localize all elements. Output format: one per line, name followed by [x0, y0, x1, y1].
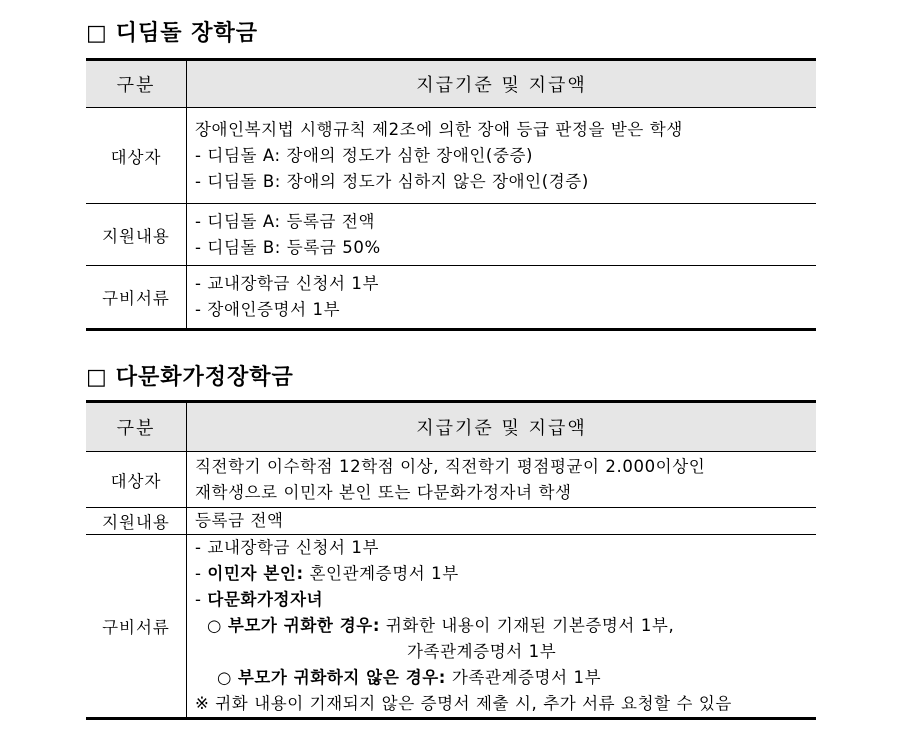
table-row: [86, 452, 816, 508]
row-label: 구비서류: [86, 535, 187, 719]
content-line: 등록금 전액: [195, 511, 284, 530]
content-line: - 디딤돌 A: 등록금 전액: [195, 211, 376, 231]
row-content: [187, 508, 817, 535]
scholarship-table: [86, 58, 816, 331]
content-line: - 장애인증명서 1부: [195, 300, 341, 319]
content-line: - 교내장학금 신청서 1부: [195, 274, 380, 293]
table-row: [86, 535, 816, 719]
row-label: 대상자: [86, 452, 187, 508]
content-line: - 디딤돌 B: 장애의 정도가 심하지 않은 장애인(경증): [195, 171, 589, 191]
content-line: ○ 부모가 귀화한 경우: 귀화한 내용이 기재된 기본증명서 1부,: [207, 616, 675, 635]
table-row: [86, 108, 816, 204]
checkbox-square-icon: □: [86, 365, 108, 390]
table-row: [86, 204, 816, 266]
table-row: [86, 266, 816, 330]
section-title: □ 디딤돌 장학금: [86, 21, 258, 46]
scholarship-table: [86, 400, 816, 720]
section-title: □ 다문화가정장학금: [86, 365, 294, 390]
note-line: ※ 귀화 내용이 기재되지 않은 증명서 제출 시, 추가 서류 요청할 수 있음: [195, 694, 732, 713]
header-criteria: 지급기준 및 지급액: [187, 402, 817, 452]
row-content: [187, 204, 817, 266]
content-line: - 이민자 본인: 혼인관계증명서 1부: [195, 564, 459, 583]
content-line: ○ 부모가 귀화하지 않은 경우: 가족관계증명서 1부: [217, 668, 602, 687]
content-line: - 디딤돌 A: 장애의 정도가 심한 장애인(중증): [195, 145, 534, 165]
content-line: 장애인복지법 시행규칙 제2조에 의한 장애 등급 판정을 받은 학생: [195, 119, 683, 139]
table-header-row: [86, 60, 816, 108]
row-label: 지원내용: [86, 508, 187, 535]
content-line: - 교내장학금 신청서 1부: [195, 538, 380, 557]
row-label: 구비서류: [86, 266, 187, 330]
row-content: [187, 266, 817, 330]
row-label: 지원내용: [86, 204, 187, 266]
content-line: - 다문화가정자녀: [195, 590, 324, 609]
table-row: [86, 508, 816, 535]
header-category: 구분: [86, 402, 187, 452]
row-content: [187, 452, 817, 508]
content-line: - 디딤돌 B: 등록금 50%: [195, 237, 381, 257]
row-content: [187, 535, 817, 719]
checkbox-square-icon: □: [86, 21, 108, 46]
content-line: 가족관계증명서 1부: [407, 642, 557, 661]
row-label: 대상자: [86, 108, 187, 204]
content-line: 재학생으로 이민자 본인 또는 다문화가정자녀 학생: [195, 482, 572, 502]
header-category: 구분: [86, 60, 187, 108]
content-line: 직전학기 이수학점 12학점 이상, 직전학기 평점평균이 2.000이상인: [195, 456, 706, 476]
row-content: [187, 108, 817, 204]
table-header-row: [86, 402, 816, 452]
header-criteria: 지급기준 및 지급액: [187, 60, 817, 108]
